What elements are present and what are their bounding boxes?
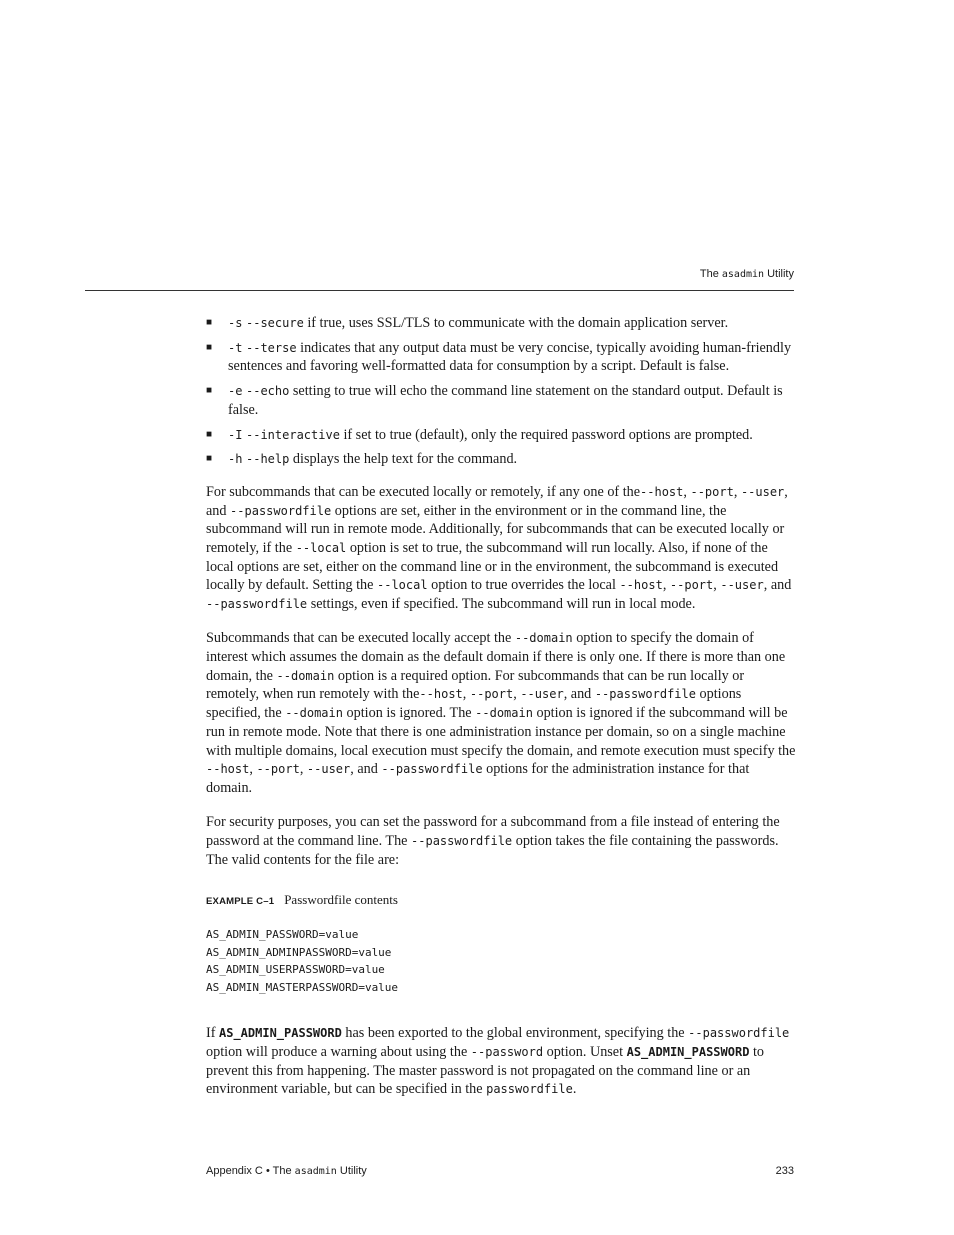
list-item [206, 339, 796, 376]
header-text: The [699, 268, 722, 280]
example-label: EXAMPLE C–1 [206, 896, 275, 908]
option-flag: --terse [246, 340, 297, 355]
footer-separator: • [265, 1165, 270, 1177]
list-item [206, 314, 796, 333]
square-bullet-icon: ■ [206, 453, 213, 465]
paragraph-security: For security purposes, you can set the password for a subcommand from a file instead of entering the password at the command line. The --passwordfile option takes the file containing the passwords. The valid contents for the file are: [206, 814, 780, 868]
list-item [206, 382, 796, 419]
code-line: AS_ADMIN_USERPASSWORD=value [206, 963, 385, 977]
code-line: AS_ADMIN_MASTERPASSWORD=value [206, 980, 399, 994]
option-flag: -t [228, 340, 243, 355]
list-item [206, 426, 796, 445]
option-flag: -h [228, 452, 243, 467]
list-item [206, 450, 796, 469]
square-bullet-icon: ■ [206, 385, 213, 397]
footer-appendix: Appendix C [206, 1165, 263, 1177]
paragraph-domain-option: Subcommands that can be executed locally accept the --domain option to specify the domain of interest which assumes the domain as the default domain if there is only one. If there is more than one domain, the --domain option is a required option. For subcommands that can be run locally or remotely, when run remotely with the--host, --port, --user, and --passwordfile options specified, the --domain option is ignored. The --domain option is ignored if the subcommand will be run in remote mode. Note that there is one administration instance per domain, so on a single machine with multiple domains, local execution must specify the domain, and remote execution must specify the --host, --port, --user, and --passwordfile options for the administration instance for that domain. [206, 630, 796, 796]
option-flag: -e [228, 384, 243, 399]
square-bullet-icon: ■ [206, 428, 213, 440]
option-description: if set to true (default), only the required password options are prompted. [339, 426, 753, 443]
paragraph-local-remote: For subcommands that can be executed locally or remotely, if any one of the--host, --port, --user, and --passwordfile options are set, either in the environment or in the command line, the subcommand will run in remote mode. Additionally, for subcommands that can be executed locally or remotely, if the --local option is set to true, the subcommand will run locally. Also, if none of the local options are set, either on the command line or in the environment, the subcommand is executed locally by default. Setting the --local option to true overrides the local --host, --port, --user, and --passwordfile settings, even if specified. The subcommand will run in local mode. [206, 483, 792, 613]
footer-title: The [272, 1165, 295, 1177]
page-footer [206, 1165, 794, 1177]
option-flag: -s [228, 316, 243, 330]
example-caption [206, 891, 796, 912]
header-rule [85, 290, 794, 291]
option-description: if true, uses SSL/TLS to communicate with the domain application server. [303, 315, 729, 331]
options-list [206, 314, 796, 469]
paragraph-warning: If AS_ADMIN_PASSWORD has been exported to the global environment, specifying the --passwordfile option will produce a warning about using the --password option. Unset AS_ADMIN_PASSWORD to prevent this from happening. The master password is not propagated on the command line or an environment variable, but can be specified in the passwordfile. [206, 1025, 790, 1098]
header-code: asadmin [721, 269, 765, 280]
footer-title-code: asadmin [294, 1166, 337, 1177]
code-line: AS_ADMIN_PASSWORD=value [206, 927, 359, 941]
running-header [700, 268, 794, 280]
option-flag: --help [246, 452, 290, 467]
option-flag: --interactive [246, 427, 340, 442]
header-text: Utility [764, 268, 794, 280]
square-bullet-icon: ■ [206, 341, 213, 353]
example-title: Passwordfile contents [284, 892, 398, 908]
page-number: 233 [775, 1165, 794, 1177]
option-description: indicates that any output data must be very concise, typically avoiding human-friendly sentences and favoring well-formatted data for consumption by a script. Default is false. [228, 339, 792, 375]
code-example [206, 926, 796, 996]
option-flag: -I [228, 427, 243, 442]
square-bullet-icon: ■ [206, 317, 213, 328]
option-description: setting to true will echo the command line statement on the standard output. Default is false. [228, 383, 783, 418]
footer-title: Utility [336, 1165, 367, 1177]
option-flag: --secure [246, 316, 304, 330]
option-flag: --echo [246, 384, 290, 399]
option-description: displays the help text for the command. [289, 451, 518, 468]
code-line: AS_ADMIN_ADMINPASSWORD=value [206, 945, 392, 959]
page-body [206, 314, 796, 1115]
